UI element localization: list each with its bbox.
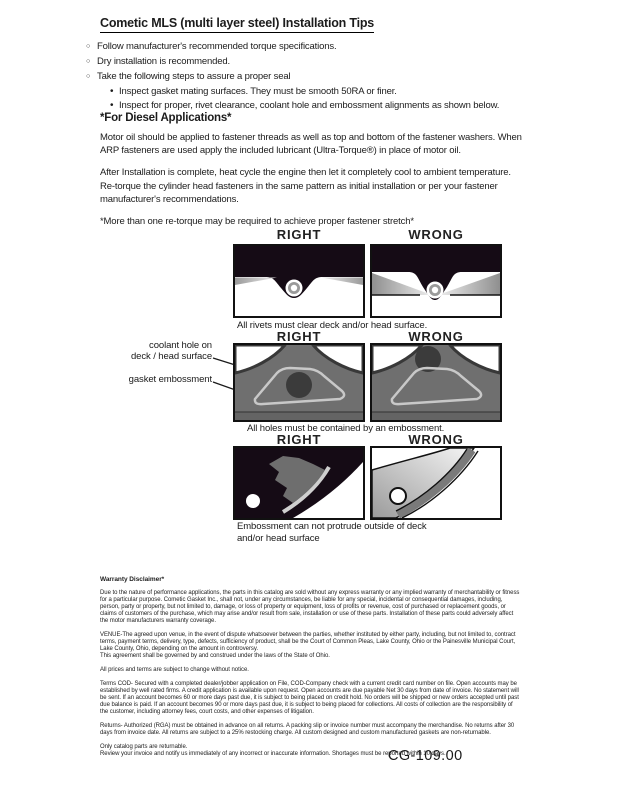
tip-text: Inspect for proper, rivet clearance, coolant hole and embossment alignments as shown below. xyxy=(119,100,500,111)
coolant-hole xyxy=(286,372,312,398)
legal-paragraph: Review your invoice and notify us immediately of any incorrect or inaccurate information. Shortages must be reported within 10 days. xyxy=(100,751,446,757)
legal-paragraph: Due to the nature of performance applications, the parts in this catalog are sold without any express warranty or any implied warranty of merchantability or fitness for a particular purpose. Cometic Gasket Inc., shall not, under any circumstances, be liable for any special, incidental or consequential damages, including, person, party or property, but not limited to, damage, or loss of property or equipment, loss of profits or revenue, cost of purchased or replacement goods, or claims of customers of the purchase, which may arise and/or result from sale, installation or use of these parts. Installation of these parts could adversely affect the motor manufacturers warranty coverage. xyxy=(100,590,520,624)
tip-item xyxy=(86,70,526,85)
wrong-label: WRONG xyxy=(408,329,464,344)
rivet-clearance-right-diagram xyxy=(233,244,365,318)
diesel-paragraph: Motor oil should be applied to fastener threads as well as top and bottom of the fastener washers. When ARP fasteners are used apply the included lubricant (Ultra-Torque®) in place of motor oil. xyxy=(100,132,522,157)
tip-subitem xyxy=(86,99,526,113)
tips-list xyxy=(86,40,526,113)
legal-paragraph: All prices and terms are subject to change without notice. xyxy=(100,667,249,673)
tip-item xyxy=(86,55,526,70)
protrusion-wrong-diagram xyxy=(370,446,502,520)
embossment-wrong-drawing xyxy=(370,343,502,422)
page-title: Cometic MLS (multi layer steel) Installation Tips xyxy=(100,16,374,33)
tip-text: Take the following steps to assure a proper seal xyxy=(97,71,291,82)
right-label: RIGHT xyxy=(276,227,322,242)
legal-paragraph: Returns- Authorized (RGA) must be obtained in advance on all returns. A packing slip or invoice number must accompany the merchandise. No returns after 30 days from invoice date. All returns are subject to a 25% restocking charge. All custom designed and custom manufactured gaskets are non-returnable. xyxy=(100,723,515,736)
wrong-label: WRONG xyxy=(408,432,464,447)
diesel-paragraph: After Installation is complete, heat cycle the engine then let it completely cool to ambient temperature. Re-torque the cylinder head fasteners in the same pattern as initial installation or per your fastener manufacturer's recommendations. xyxy=(100,167,511,205)
tip-item xyxy=(86,40,526,55)
rivet-icon xyxy=(427,282,444,299)
wrong-label: WRONG xyxy=(408,227,464,242)
legal-section xyxy=(100,576,520,765)
bolt-hole xyxy=(390,488,406,504)
coolant-hole-label: coolant hole on deck / head surface xyxy=(130,340,212,362)
circle-bullet-icon xyxy=(86,70,97,85)
warranty-heading: Warranty Disclaimer* xyxy=(100,576,165,583)
diesel-section xyxy=(100,112,524,237)
legal-paragraph: VENUE-The agreed upon venue, in the event of dispute whatsoever between the parties, whether instituted by either party, including, but not limited to, contract terms, payment terms, delivery, type, defects, sufficiency of product, shall be the Court of Common Pleas, Lake County, Ohio or the Painesville Municipal Court, Lake County, Ohio, depending on the amount in controversy. xyxy=(100,632,516,652)
document-code: CG-109.00 xyxy=(388,748,463,764)
row2-caption: All holes must be contained by an embossment. xyxy=(247,423,445,434)
legal-paragraph: Only catalog parts are returnable. xyxy=(100,744,188,750)
tip-text: Inspect gasket mating surfaces. They must be smooth 50RA or finer. xyxy=(119,86,397,97)
dot-bullet-icon xyxy=(110,85,119,99)
circle-bullet-icon xyxy=(86,55,97,70)
diesel-heading: *For Diesel Applications* xyxy=(100,112,232,124)
protrusion-right-diagram xyxy=(233,446,365,520)
circle-bullet-icon xyxy=(86,40,97,55)
legal-paragraph: Terms COD- Secured with a completed dealer/jobber application on File, COD-Company check with a current credit card number on file. Open accounts may be established by well rated firms. A credit application is available upon request. Open accounts are due payable Net 30 days from date of invoice. No statement will be sent. If an account becomes 60 or more days past due, it is subject to being placed on credit hold. No orders will be shipped or new orders accepted until past due balance is paid. If an account becomes 90 or more days past due, it is subject to being placed for collections. All costs of collection are the responsibility of the customer, including attorney fees, court costs, and other expenses of litigation. xyxy=(100,681,519,715)
row3-caption: Embossment can not protrude outside of deck and/or head surface xyxy=(237,521,427,544)
tip-text: Dry installation is recommended. xyxy=(97,56,231,67)
embossment-right-diagram xyxy=(233,343,365,422)
tip-text: Follow manufacturer's recommended torque specifications. xyxy=(97,41,337,52)
bolt-hole xyxy=(246,494,260,508)
tip-subitem xyxy=(86,85,526,99)
rivet-clearance-wrong-drawing xyxy=(370,244,502,318)
row1-caption: All rivets must clear deck and/or head surface. xyxy=(237,320,428,331)
rivet-clearance-wrong-diagram xyxy=(370,244,502,318)
legal-paragraph: This agreement shall be governed by and construed under the laws of the State of Ohio. xyxy=(100,653,330,659)
rivet-icon xyxy=(286,280,303,297)
diesel-note: *More than one re-torque may be required to achieve proper fastener stretch* xyxy=(100,216,414,228)
rivet-clearance-right-drawing xyxy=(233,244,365,318)
dot-bullet-icon xyxy=(110,99,119,113)
embossment-wrong-diagram xyxy=(370,343,502,422)
protrusion-right-drawing xyxy=(233,446,365,520)
protrusion-wrong-drawing xyxy=(370,446,502,520)
right-label: RIGHT xyxy=(276,329,322,344)
right-label: RIGHT xyxy=(276,432,322,447)
gasket-embossment-label: gasket embossment xyxy=(128,374,212,385)
embossment-right-drawing xyxy=(233,343,365,422)
